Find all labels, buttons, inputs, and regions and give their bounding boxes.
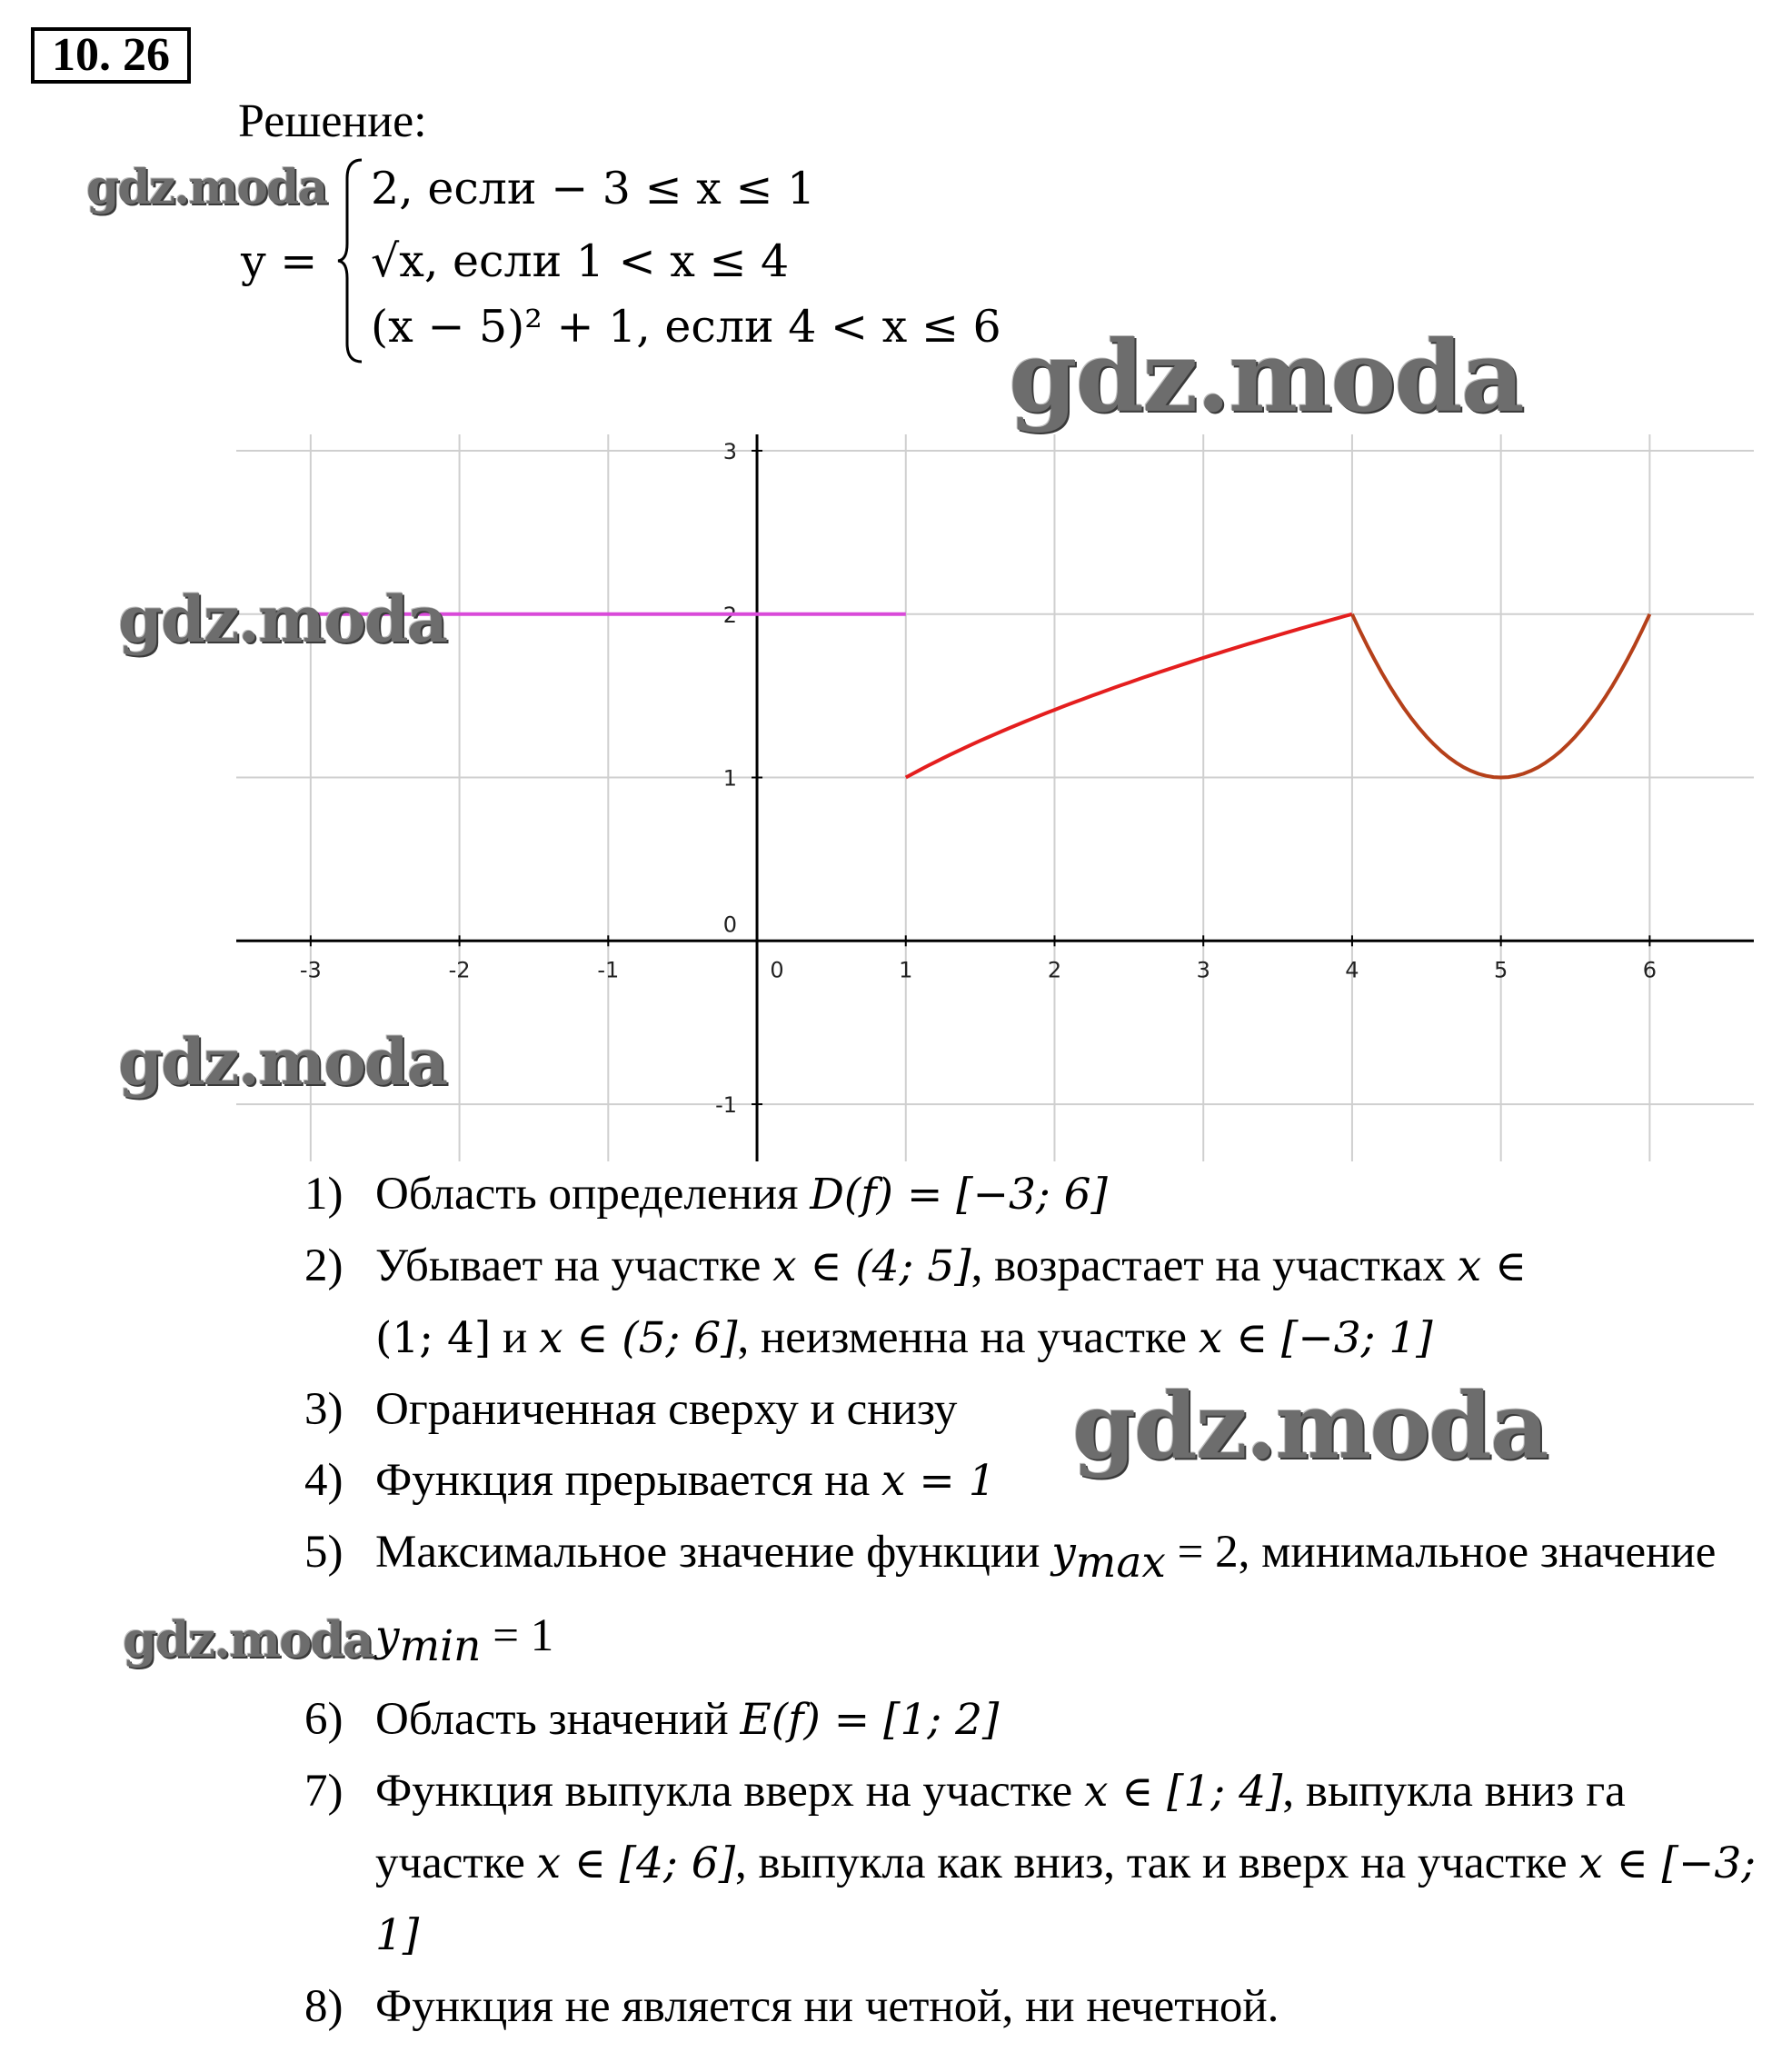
property-domain xyxy=(304,1159,1758,1230)
property-number: 1) xyxy=(304,1169,343,1220)
x-tick-label: 5 xyxy=(1494,957,1508,983)
property-continuity xyxy=(304,1445,1758,1517)
chart-grid xyxy=(236,434,1754,1161)
property-text: = 1 xyxy=(481,1610,554,1662)
property-parity xyxy=(304,1971,1758,2042)
property-text: Область значений xyxy=(375,1694,741,1746)
property-math: min xyxy=(399,1621,482,1672)
property-text: , выпукла вниз га участке xyxy=(375,1766,1626,1889)
property-number: 3) xyxy=(304,1384,343,1435)
formula-brace xyxy=(334,156,367,365)
formula-case-1: 2, если − 3 ≤ x ≤ 1 xyxy=(371,163,816,214)
property-text: , выпукла как вниз, так и вверх на участке xyxy=(735,1838,1579,1889)
properties-list xyxy=(304,1159,1758,2042)
chart-series xyxy=(311,614,1650,778)
function-graph xyxy=(236,434,1754,1161)
property-math: E(f) = [1; 2] xyxy=(740,1695,1000,1746)
x-tick-label: 3 xyxy=(1196,957,1210,983)
formula-case-2: √x, если 1 < x ≤ 4 xyxy=(371,235,790,287)
property-number: 7) xyxy=(304,1766,343,1818)
watermark: gdz.moda xyxy=(1072,1372,1548,1479)
property-text: , возрастает на участках xyxy=(971,1240,1458,1291)
watermark: gdz.moda xyxy=(1009,320,1523,434)
x-tick-label: 0 xyxy=(770,957,784,983)
x-tick-label: -2 xyxy=(448,957,471,983)
property-math: x ∈ [−3; 1] xyxy=(375,1838,1757,1961)
property-text: Максимальное значение функции xyxy=(375,1527,1052,1578)
x-tick-label: 4 xyxy=(1345,957,1359,983)
property-math: y xyxy=(375,1611,400,1662)
task-number-badge: 10. 26 xyxy=(31,27,191,84)
property-math: x ∈ (4; 5] xyxy=(772,1241,971,1291)
watermark: gdz.moda xyxy=(86,160,327,215)
watermark: gdz.moda xyxy=(123,1610,373,1669)
property-text: Функция прерывается на xyxy=(375,1455,881,1506)
property-text: Функция выпукла вверх на участке xyxy=(375,1766,1084,1818)
x-tick-label: 6 xyxy=(1642,957,1658,983)
formula-case-3: (x − 5)² + 1, если 4 < x ≤ 6 xyxy=(371,301,1001,353)
property-boundedness xyxy=(304,1374,1758,1445)
x-tick-label: 2 xyxy=(1047,957,1062,983)
y-tick-label: 2 xyxy=(722,602,738,628)
property-number: 6) xyxy=(304,1694,343,1746)
property-math: x ∈ xyxy=(1457,1241,1527,1291)
property-text: , неизменна на участке xyxy=(737,1312,1199,1363)
chart-axes xyxy=(236,434,1754,1161)
property-math: x ∈ [−3; 1] xyxy=(1198,1313,1433,1363)
property-text: Область определения xyxy=(375,1169,811,1220)
property-math: y xyxy=(1051,1528,1076,1578)
property-math: D(f) = [−3; 6] xyxy=(810,1170,1108,1220)
property-math: x ∈ (5; 6] xyxy=(539,1313,738,1363)
y-tick-label: 0 xyxy=(722,911,738,938)
property-math: x ∈ [4; 6] xyxy=(536,1838,736,1889)
property-number: 2) xyxy=(304,1240,343,1291)
y-tick-label: 3 xyxy=(722,438,738,464)
solution-heading: Решение: xyxy=(238,95,427,147)
property-extrema xyxy=(304,1517,1758,1684)
property-text: и xyxy=(491,1312,540,1363)
property-math: (1; 4] xyxy=(375,1313,492,1363)
watermark: gdz.moda xyxy=(118,1024,447,1100)
x-tick-label: -3 xyxy=(299,957,322,983)
property-math: x = 1 xyxy=(881,1456,996,1506)
property-number: 5) xyxy=(304,1527,343,1578)
series-sqrt xyxy=(906,614,1352,778)
property-math: x ∈ [1; 4] xyxy=(1083,1767,1283,1818)
y-tick-label: -1 xyxy=(715,1092,738,1119)
watermark: gdz.moda xyxy=(118,582,447,657)
property-range xyxy=(304,1684,1758,1756)
property-monotonicity xyxy=(304,1230,1758,1374)
property-text: = 2, минимальное значение xyxy=(1165,1527,1717,1578)
property-text: Функция не является ни четной, ни нечетной. xyxy=(375,1981,1279,2033)
property-number: 4) xyxy=(304,1455,343,1506)
y-tick-label: 1 xyxy=(722,765,738,792)
property-text: Убывает на участке xyxy=(375,1240,773,1291)
x-tick-label: -1 xyxy=(597,957,620,983)
formula-lhs: y = xyxy=(241,235,318,287)
property-convexity xyxy=(304,1756,1758,1971)
x-tick-label: 1 xyxy=(899,957,913,983)
property-number: 8) xyxy=(304,1981,343,2033)
property-text: Ограниченная сверху и снизу xyxy=(375,1384,958,1435)
property-math: max xyxy=(1075,1538,1166,1589)
